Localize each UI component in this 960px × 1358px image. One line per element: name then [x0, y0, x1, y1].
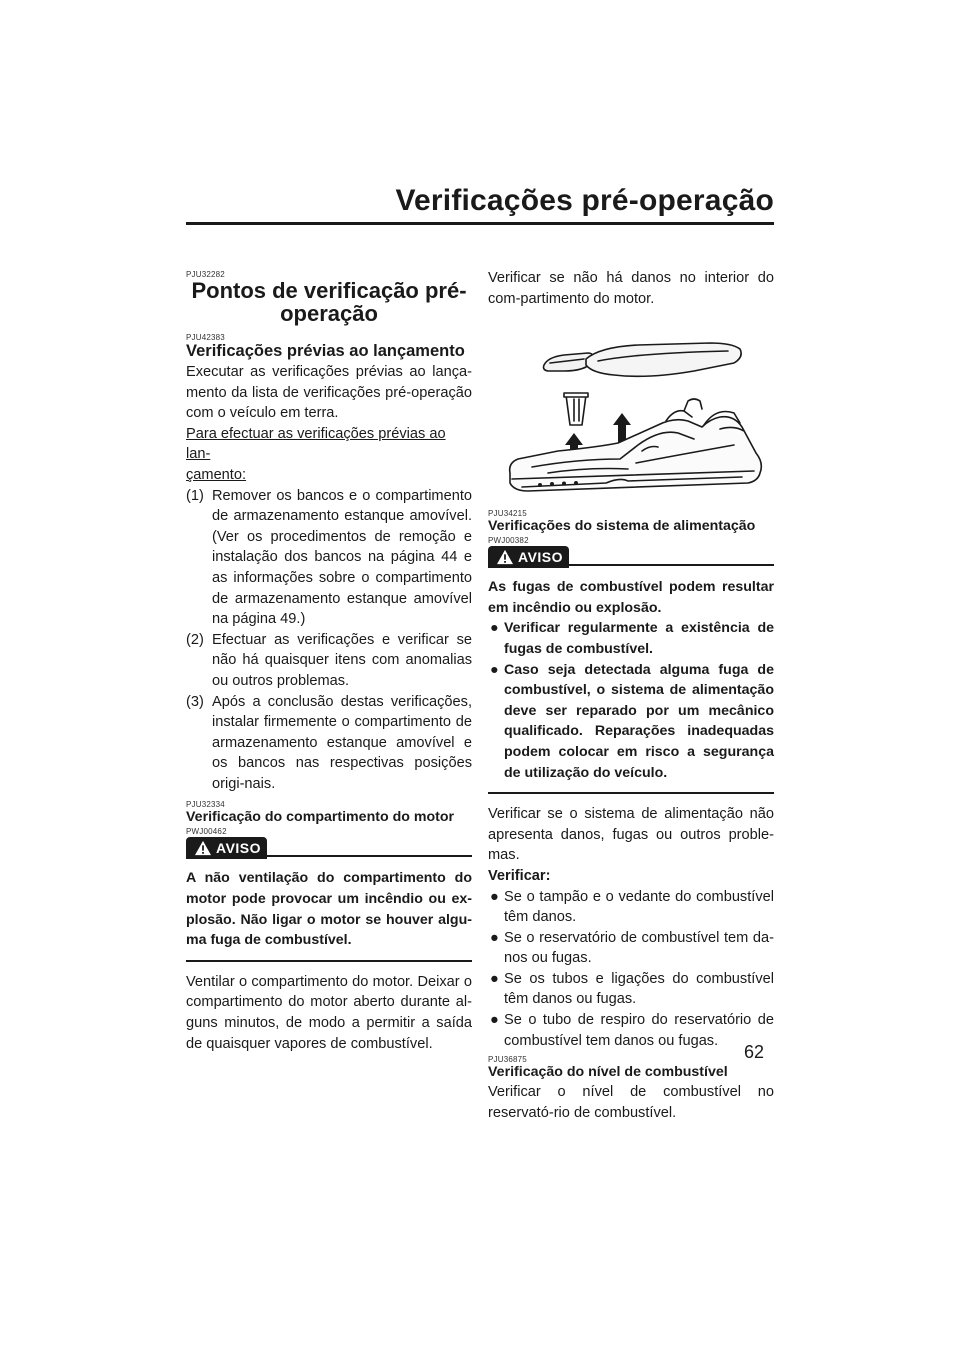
bullet-glyph: ●	[490, 970, 499, 987]
step-item	[186, 692, 472, 795]
section-title-line2: operação	[280, 301, 378, 326]
warning-bullet: ● Caso seja detectada alguma fuga de combustível, o sistema de alimentação deve ser reparado por um mecânico qualificado. Reparações inadequadas podem colocar em risco a segurança de utilização do veículo.	[490, 661, 774, 781]
aviso-label: AVISO	[518, 549, 564, 566]
step-item	[186, 486, 472, 630]
page-number: 62	[744, 1042, 765, 1062]
intro-paragraph: Executar as verificações prévias ao lança-mento da lista de verificações pré-operação com o veículo em terra.	[186, 364, 472, 422]
step-text: Após a conclusão destas verificações, instalar firmemente o compartimento de armazenamento estanque amovível e os bancos nas respectivas posições origi-nais.	[212, 693, 472, 792]
warning-triangle-icon	[496, 549, 514, 565]
step-text: Efectuar as verificações e verificar se não há quaisquer itens com anomalias ou outros problemas.	[212, 631, 472, 689]
steps-list	[186, 486, 472, 795]
verify-bullet: ● Se o reservatório de combustível tem da-nos ou fugas.	[490, 929, 774, 967]
warning-triangle-icon	[194, 840, 212, 856]
heading-prelaunch: Verificações prévias ao lançamento	[186, 342, 465, 360]
reference-code: PJU32282	[186, 270, 225, 279]
verify-bullet: ● Se os tubos e ligações do combustível têm danos ou fugas.	[490, 970, 774, 1008]
verify-bullet: ● Se o tampão e o vedante do combustível têm danos.	[490, 888, 774, 926]
heading-engine-compartment: Verificação do compartimento do motor	[186, 809, 455, 826]
bullet-glyph: ●	[490, 929, 499, 946]
reference-code: PJU32334	[186, 800, 225, 810]
step-item	[186, 630, 472, 692]
aviso-label: AVISO	[216, 840, 262, 857]
bullet-glyph: ●	[490, 1012, 499, 1029]
page-title: Verificações pré-operação	[395, 184, 774, 217]
fuel-system-paragraph: Verificar se o sistema de alimentação não apresenta danos, fugas ou outros proble-mas.	[488, 806, 774, 864]
check-paragraph: Verificar se não há danos no interior do com-partimento do motor.	[488, 270, 774, 307]
header-rule	[186, 222, 774, 225]
section-title	[186, 279, 472, 325]
warning-box	[488, 568, 774, 794]
underlined-instruction: Para efectuar as verificações prévias ao lan- çamento:	[186, 425, 446, 483]
warning-intro: As fugas de combustível podem resultar em incêndio ou explosão.	[488, 579, 774, 616]
fuel-level-paragraph: Verificar o nível de combustível no reservató-rio de combustível.	[488, 1084, 774, 1121]
bullet-glyph: ●	[490, 620, 499, 637]
warning-header	[186, 837, 472, 859]
verify-bullet: ● Se o tubo de respiro do reservatório de combustível tem danos ou fugas.	[490, 1012, 774, 1049]
left-column	[186, 270, 472, 1054]
verify-label: Verificar:	[488, 867, 551, 884]
warning-box	[186, 859, 472, 961]
right-column	[488, 268, 774, 1123]
bullet-glyph: ●	[490, 888, 499, 905]
section-title-line1: Pontos de verificação pré-	[191, 278, 467, 303]
step-number: (2)	[186, 631, 204, 648]
step-number: (1)	[186, 487, 204, 504]
ventilate-paragraph: Ventilar o compartimento do motor. Deixar o compartimento do motor aberto durante al-guns minutos, de modo a permitir a saída de quaisquer vapores de combustível.	[186, 973, 472, 1052]
watercraft-illustration	[488, 313, 774, 503]
warning-rule	[569, 564, 774, 566]
heading-fuel-system: Verificações do sistema de alimentação	[488, 518, 756, 535]
warning-header	[488, 546, 774, 568]
step-text: Remover os bancos e o compartimento de armazenamento estanque amovível. (Ver os procedimentos de remoção e instalação dos bancos na página 44 e as informações sobre o compartimento de armazenamento estanque amovível na página 49.)	[212, 487, 472, 628]
reference-code: PJU42383	[186, 333, 225, 342]
aviso-badge	[488, 546, 569, 568]
heading-fuel-level: Verificação do nível de combustível	[488, 1064, 728, 1081]
step-number: (3)	[186, 693, 204, 710]
aviso-badge	[186, 837, 267, 859]
reference-code: PJU34215	[488, 509, 527, 519]
warning-code: PWJ00462	[186, 827, 227, 837]
warning-code: PWJ00382	[488, 536, 529, 546]
bullet-glyph: ●	[490, 661, 499, 678]
reference-code: PJU36875	[488, 1055, 527, 1065]
warning-text: A não ventilação do compartimento do motor pode provocar um incêndio ou ex-plosão. Não ligar o motor se houver algu-ma fuga de combustível.	[186, 870, 472, 949]
warning-rule	[267, 855, 472, 857]
warning-bullet: ● Verificar regularmente a existência de fugas de combustível.	[490, 620, 774, 657]
